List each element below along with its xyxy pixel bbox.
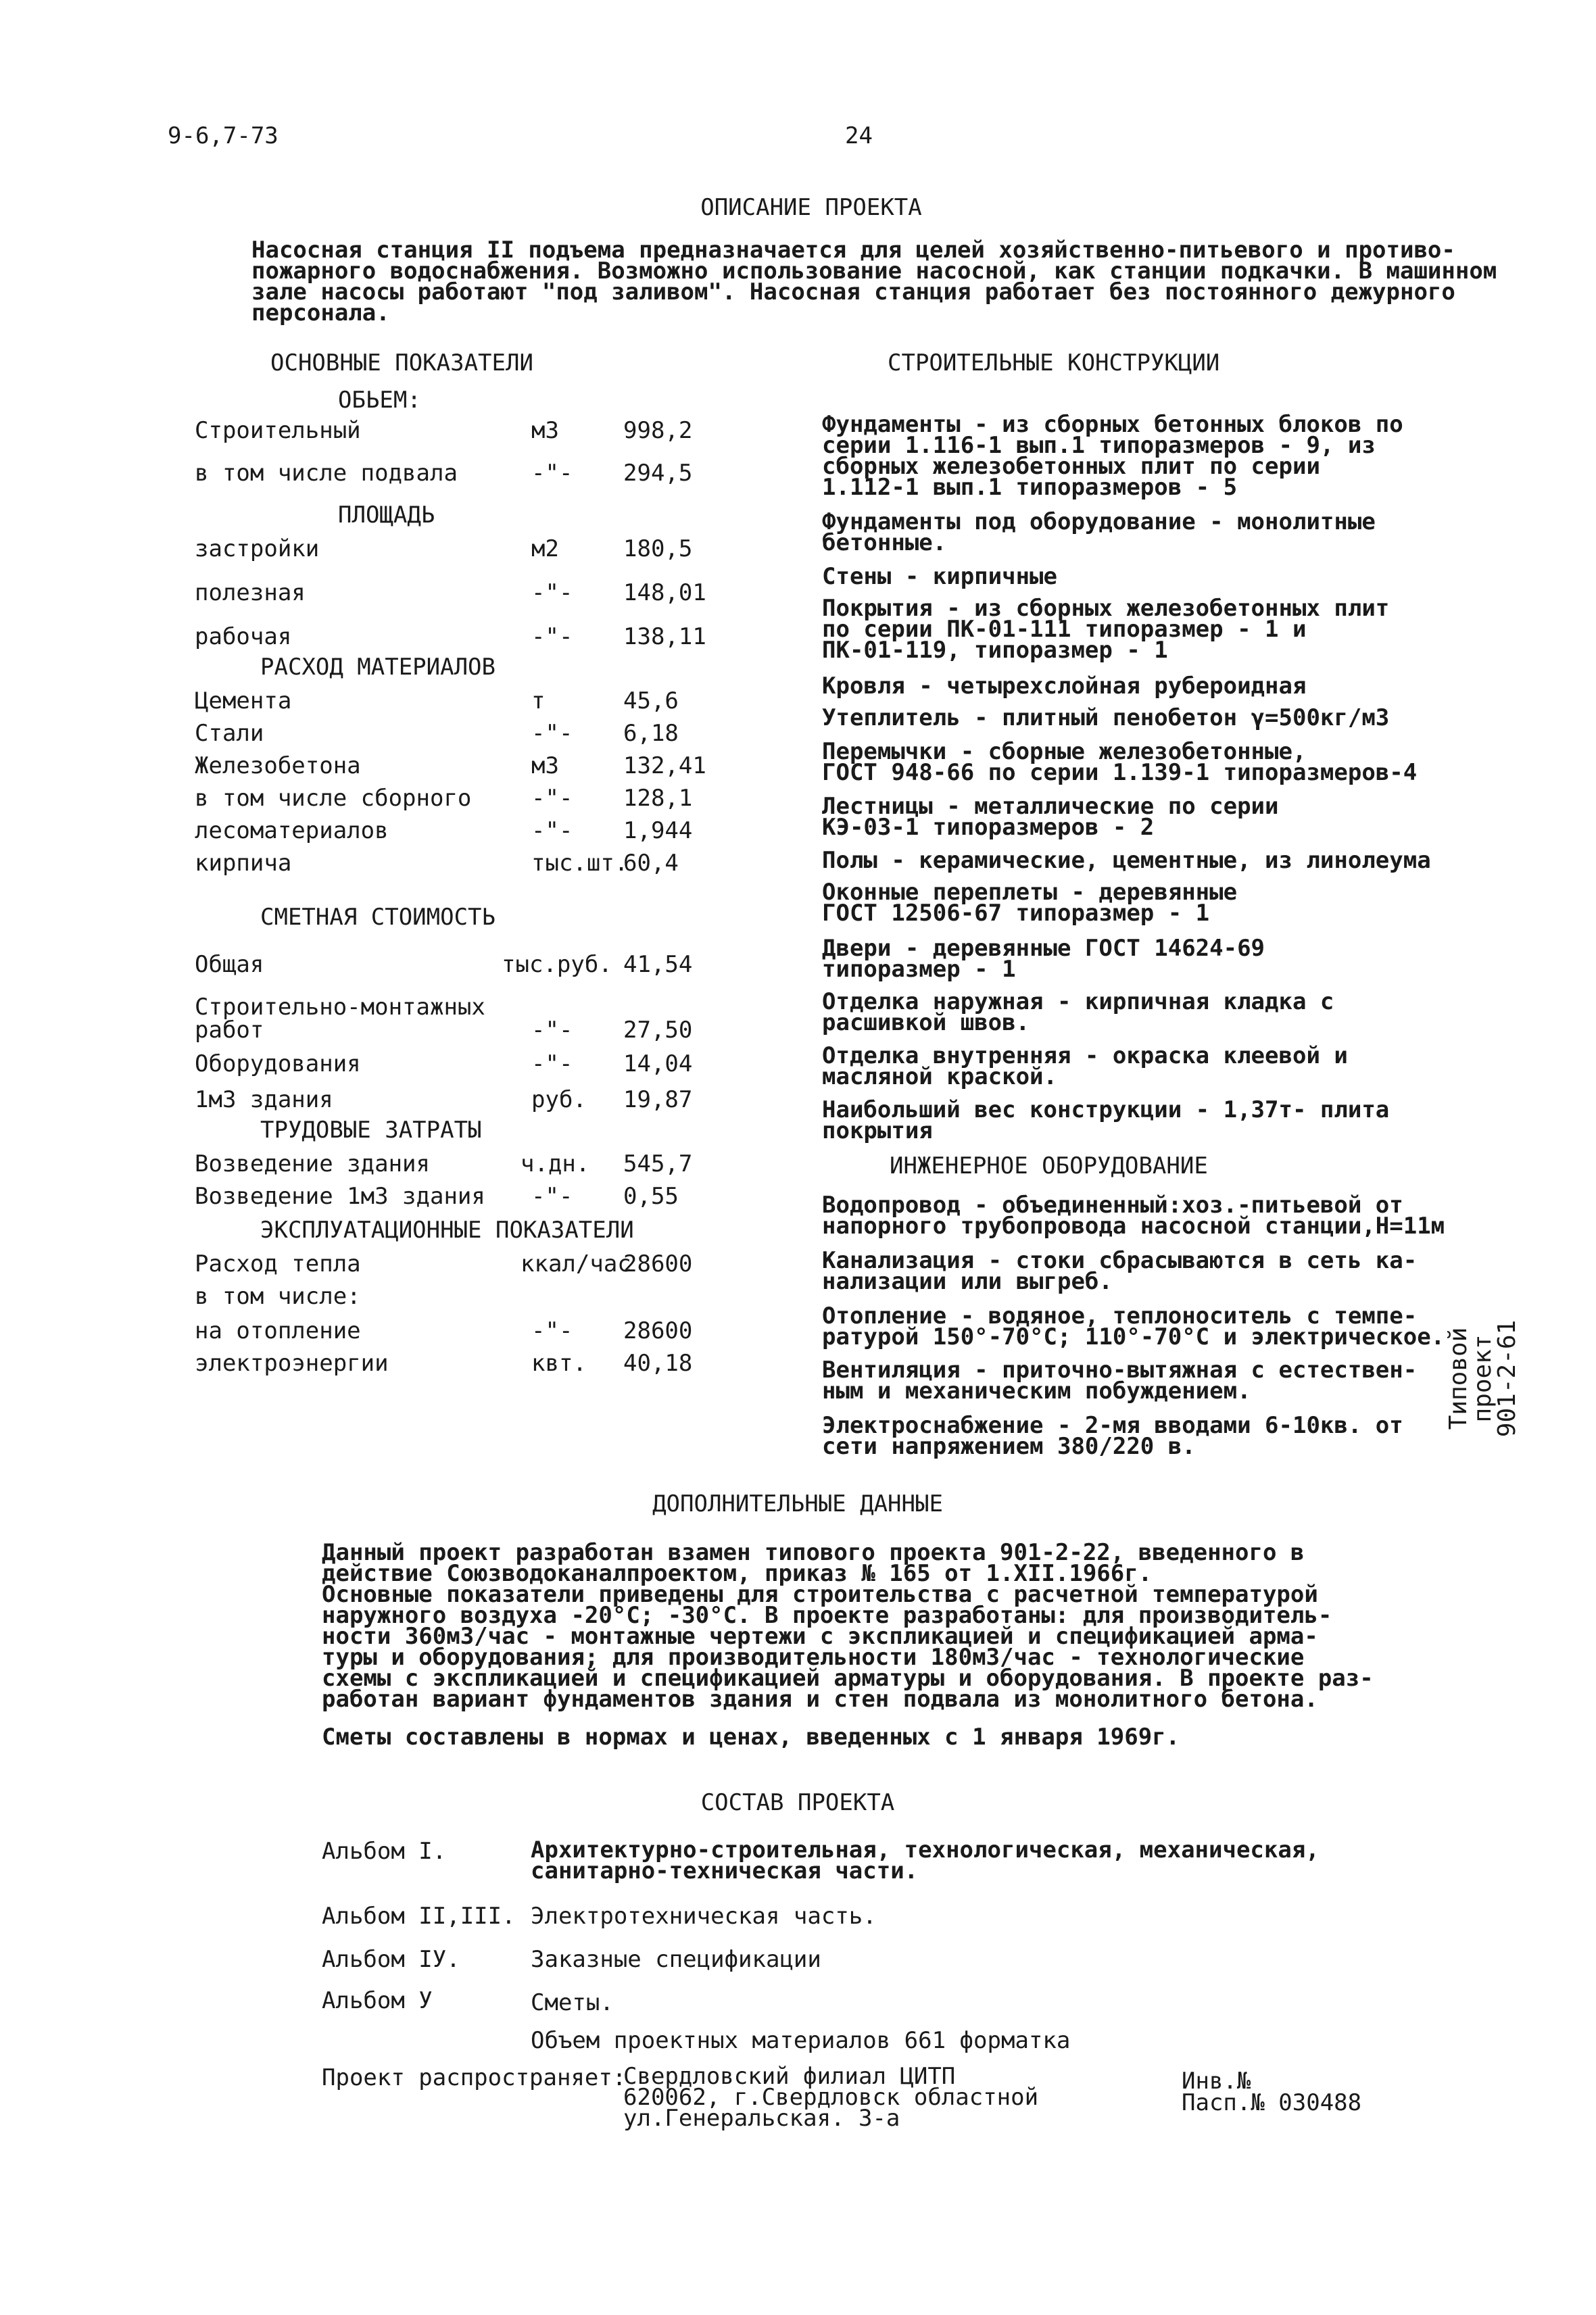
document-code: 9-6,7-73 <box>168 122 279 149</box>
materials-unit: -"- <box>531 817 573 844</box>
area-label: полезная <box>195 579 306 606</box>
engineering-item: Канализация - стоки сбрасываются в сеть ка- нализации или выгреб. <box>822 1247 1418 1295</box>
construction-item: Отделка внутренняя - окраска клеевой и масляной краской. <box>822 1042 1348 1090</box>
labor-value: 545,7 <box>623 1150 693 1177</box>
construction-item: Стены - кирпичные <box>822 563 1057 590</box>
materials-unit: тыс.шт. <box>531 850 629 877</box>
materials-label: кирпича <box>195 850 292 877</box>
volume-value: 998,2 <box>623 417 693 444</box>
materials-unit: -"- <box>531 720 573 747</box>
materials-unit: т <box>531 687 546 714</box>
album-name: Альбом У <box>322 1987 433 2014</box>
labor-unit: ч.дн. <box>521 1150 590 1177</box>
materials-label: лесоматериалов <box>195 817 389 844</box>
labor-value: 0,55 <box>623 1183 679 1210</box>
cost-value: 19,87 <box>623 1086 693 1113</box>
volume-label: в том числе подвала <box>195 460 458 487</box>
additional-heading: ДОПОЛНИТЕЛЬНЫЕ ДАННЫЕ <box>652 1490 943 1517</box>
area-value: 148,01 <box>623 579 706 606</box>
materials-value: 1,944 <box>623 817 693 844</box>
construction-item: Лестницы - металлические по серии КЭ-03-1 типоразмеров - 2 <box>822 793 1279 841</box>
album-desc: Архитектурно-строительная, технологическая, механическая, санитарно-техническая части. <box>531 1836 1320 1884</box>
operation-unit: -"- <box>531 1317 573 1344</box>
area-label: рабочая <box>195 623 292 650</box>
construction-item: Покрытия - из сборных железобетонных плит по серии ПК-01-111 типоразмер - 1 и ПК-01-119, типоразмер - 1 <box>822 595 1390 664</box>
materials-value: 128,1 <box>623 785 693 812</box>
indicators-heading: ОСНОВНЫЕ ПОКАЗАТЕЛИ <box>270 349 533 376</box>
operation-value: 40,18 <box>623 1350 693 1377</box>
materials-label: Цемента <box>195 687 292 714</box>
cost-unit: -"- <box>531 1050 573 1077</box>
materials-label: Стали <box>195 720 264 747</box>
distributor-label: Проект распространяет: <box>322 2064 627 2091</box>
album-desc: Заказные спецификации <box>531 1946 821 1973</box>
materials-unit: -"- <box>531 785 573 812</box>
album-desc: Электротехническая часть. <box>531 1903 877 1930</box>
materials-value: 45,6 <box>623 687 679 714</box>
materials-value: 132,41 <box>623 752 706 779</box>
engineering-heading: ИНЖЕНЕРНОЕ ОБОРУДОВАНИЕ <box>890 1152 1208 1179</box>
operation-value: 28600 <box>623 1317 693 1344</box>
cost-value: 27,50 <box>623 1017 693 1044</box>
page-number: 24 <box>845 122 873 149</box>
construction-item: Перемычки - сборные железобетонные, ГОСТ 948-66 по серии 1.139-1 типоразмеров-4 <box>822 738 1418 786</box>
operation-unit: ккал/час <box>521 1250 631 1277</box>
album-name: Альбом I. <box>322 1838 447 1865</box>
operation-unit: квт. <box>531 1350 587 1377</box>
cost-unit: тыс.руб. <box>502 951 612 978</box>
volume-value: 294,5 <box>623 460 693 487</box>
volume-unit: -"- <box>531 460 573 487</box>
additional-text: Данный проект разработан взамен типового проекта 901-2-22, введенного в действие Союзводоканалпроектом, приказ № 165 от 1.XII.1966г. Основные показатели приведены для строительства с расчетной температурой наружного воздуха -20°С; -30°С. В проекте разработаны: для производитель- ности 360м3/час - монтажные чертежи с экспликацией и спецификацией арма- туры и оборудования; для производительности 180м3/час - технологические схемы с экспликацией и спецификацией арматуры и оборудования. В проекте раз- работан вариант фундаментов здания и стен подвала из монолитного бетона. <box>322 1539 1374 1713</box>
operation-label: Расход тепла <box>195 1250 361 1277</box>
cost-label: Общая <box>195 951 264 978</box>
cost-value: 14,04 <box>623 1050 693 1077</box>
area-unit: -"- <box>531 623 573 650</box>
construction-item: Полы - керамические, цементные, из линолеума <box>822 847 1431 874</box>
operation-value: 28600 <box>623 1250 693 1277</box>
cost-unit: -"- <box>531 1017 573 1044</box>
volume-label: Строительный <box>195 417 361 444</box>
labor-heading: ТРУДОВЫЕ ЗАТРАТЫ <box>260 1117 482 1144</box>
engineering-item: Водопровод - объединенный:хоз.-питьевой от напорного трубопровода насосной станции,Н=11м <box>822 1192 1445 1240</box>
materials-volume: Объем проектных материалов 661 форматка <box>531 2027 1071 2054</box>
cost-label: Оборудования <box>195 1050 361 1077</box>
composition-heading: СОСТАВ ПРОЕКТА <box>700 1789 895 1816</box>
area-value: 180,5 <box>623 535 693 562</box>
cost-value: 41,54 <box>623 951 693 978</box>
labor-label: Возведение 1м3 здания <box>195 1183 485 1210</box>
volume-unit: м3 <box>531 417 559 444</box>
labor-label: Возведение здания <box>195 1150 430 1177</box>
passport-number: Пасп.№ 030488 <box>1182 2089 1362 2116</box>
operation-label: электроэнергии <box>195 1350 389 1377</box>
operation-heading: ЭКСПЛУАТАЦИОННЫЕ ПОКАЗАТЕЛИ <box>260 1217 634 1244</box>
area-unit: м2 <box>531 535 559 562</box>
materials-label: Железобетона <box>195 752 361 779</box>
inventory-number: Инв.№ <box>1182 2068 1251 2095</box>
materials-value: 6,18 <box>623 720 679 747</box>
area-unit: -"- <box>531 579 573 606</box>
cost-unit: руб. <box>531 1086 587 1113</box>
construction-item: Утеплитель - плитный пенобетон γ=500кг/м3 <box>822 704 1390 731</box>
materials-unit: м3 <box>531 752 559 779</box>
area-value: 138,11 <box>623 623 706 650</box>
area-label: застройки <box>195 535 320 562</box>
construction-item: Отделка наружная - кирпичная кладка с расшивкой швов. <box>822 988 1334 1036</box>
distributor-name: Свердловский филиал ЦИТП 620062, г.Свердловск областной ул.Генеральская. 3-а <box>623 2063 1039 2132</box>
operation-label: в том числе: <box>195 1283 361 1310</box>
volume-heading: ОБЬЕМ: <box>338 387 421 414</box>
materials-heading: РАСХОД МАТЕРИАЛОВ <box>260 654 495 681</box>
construction-item: Фундаменты под оборудование - монолитные бетонные. <box>822 508 1376 556</box>
engineering-item: Отопление - водяное, теплоноситель с темпе- ратурой 150°-70°С; 110°-70°С и электрическое. <box>822 1302 1445 1350</box>
album-name: Альбом II,III. <box>322 1903 516 1930</box>
cost-label: Строительно-монтажных работ <box>195 994 485 1044</box>
labor-unit: -"- <box>531 1183 573 1210</box>
intro-paragraph: Насосная станция II подъема предназначается для целей хозяйственно-питьевого и противо- пожарного водоснабжения. Возможно использование насосной, как станции подкачки. В машинном зале насосы работают "под заливом". Насосная станция работает без постоянного дежурного персонала. <box>251 237 1497 326</box>
side-stamp: Типовой проект 901-2-61 <box>1445 1319 1521 1438</box>
cost-heading: СМЕТНАЯ СТОИМОСТЬ <box>260 904 495 931</box>
engineering-item: Вентиляция - приточно-вытяжная с естествен- ным и механическим побуждением. <box>822 1357 1418 1405</box>
construction-item: Кровля - четырехслойная рубероидная <box>822 673 1307 700</box>
construction-item: Двери - деревянные ГОСТ 14624-69 типоразмер - 1 <box>822 935 1265 983</box>
estimates-note: Сметы составлены в нормах и ценах, введенных с 1 января 1969г. <box>322 1724 1180 1751</box>
operation-label: на отопление <box>195 1317 361 1344</box>
area-heading: ПЛОЩАДЬ <box>338 502 435 529</box>
cost-label: 1м3 здания <box>195 1086 333 1113</box>
construction-item: Наибольший вес конструкции - 1,37т- плита покрытия <box>822 1096 1390 1144</box>
album-name: Альбом IУ. <box>322 1946 460 1973</box>
construction-heading: СТРОИТЕЛЬНЫЕ КОНСТРУКЦИИ <box>888 349 1220 376</box>
materials-value: 60,4 <box>623 850 679 877</box>
engineering-item: Электроснабжение - 2-мя вводами 6-10кв. от сети напряжением 380/220 в. <box>822 1412 1403 1460</box>
album-desc: Сметы. <box>531 1989 614 2016</box>
materials-label: в том числе сборного <box>195 785 472 812</box>
page-title: ОПИСАНИЕ ПРОЕКТА <box>700 194 922 221</box>
construction-item: Оконные переплеты - деревянные ГОСТ 12506-67 типоразмер - 1 <box>822 879 1238 927</box>
construction-item: Фундаменты - из сборных бетонных блоков по серии 1.116-1 вып.1 типоразмеров - 9, из сборных железобетонных плит по серии 1.112-1 вып.1 типоразмеров - 5 <box>822 411 1403 501</box>
